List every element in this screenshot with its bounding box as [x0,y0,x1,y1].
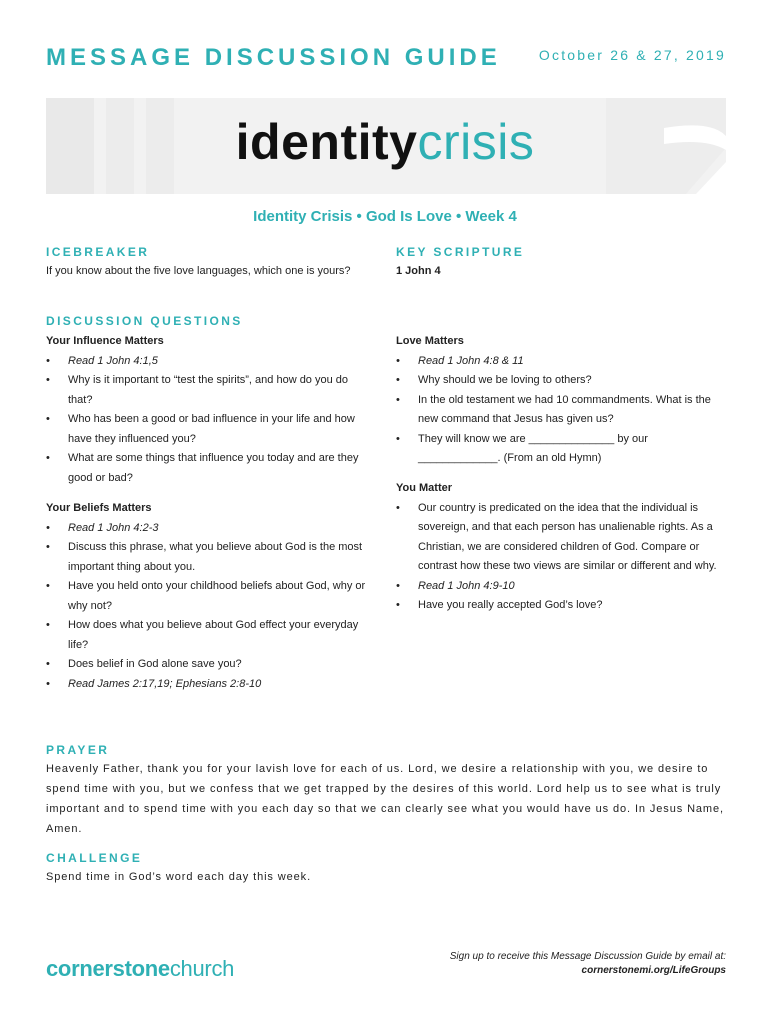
list-item: • Discuss this phrase, what you believe about God is the most important thing about you. [46,538,366,577]
love-list [396,352,726,469]
influence-list [46,352,366,489]
guide-date: October 26 & 27, 2019 [538,47,726,63]
list-item: • In the old testament we had 10 commandments. What is the new command that Jesus has given us? [396,391,726,430]
icebreaker-label: ICEBREAKER [46,245,150,259]
prayer-text: Heavenly Father, thank you for your lavish love for each of us. Lord, we desire a relationship with you, we desire to spend time with you, but we confess that we get trapped by the desires of this world. Lord help us to see what is truly important and to spend time with you each day so that we can clearly see what you would have us do. In Jesus Name, Amen. [46,763,724,835]
beliefs-heading: Your Beliefs Matters [46,502,152,514]
influence-heading: Your Influence Matters [46,335,164,347]
logo-word-crisis: crisis [417,114,535,170]
key-scripture-label: KEY SCRIPTURE [396,245,525,259]
list-item: • Read 1 John 4:9-10 [396,577,726,597]
list-item: • Why is it important to “test the spirits”, and how do you do that? [46,371,366,410]
series-subtitle: Identity Crisis • God Is Love • Week 4 [253,208,517,225]
signup-url[interactable]: cornerstonemi.org/LifeGroups [581,965,726,976]
church-logo-part1: cornerstone [46,956,170,981]
list-item: • They will know we are ______________ by our _____________. (From an old Hymn) [396,430,726,469]
list-item: • Read James 2:17,19; Ephesians 2:8-10 [46,675,366,695]
list-item: • Read 1 John 4:2-3 [46,519,366,539]
signup-line: Sign up to receive this Message Discussion Guide by email at: [449,951,726,962]
challenge-label: CHALLENGE [46,851,143,865]
you-matter-heading: You Matter [396,482,453,494]
list-item: • Does belief in God alone save you? [46,655,366,675]
signup-note [450,950,726,978]
love-heading: Love Matters [396,335,464,347]
list-item: • What are some things that influence you today and are they good or bad? [46,449,366,488]
you-matter-list [396,499,726,616]
list-item: • Our country is predicated on the idea that the individual is sovereign, and that each person has unalienable rights. As a Christian, we are considered children of God. Compare or contrast how these two views are similar or different and why. [396,499,726,577]
list-item: • Have you held onto your childhood beliefs about God, why or why not? [46,577,366,616]
challenge-text: Spend time in God’s word each day this week. [46,871,312,883]
prayer-label: PRAYER [46,743,110,757]
list-item: • Have you really accepted God’s love? [396,596,726,616]
list-item: • Read 1 John 4:8 & 11 [396,352,726,372]
beliefs-section [46,499,366,694]
list-item: • Why should we be loving to others? [396,371,726,391]
influence-section [46,332,366,488]
church-logo-part2: church [169,956,235,981]
love-section [396,332,726,469]
key-scripture-text: 1 John 4 [396,265,441,277]
beliefs-list [46,519,366,695]
you-matter-section [396,479,726,616]
list-item: • Who has been a good or bad influence in your life and how have they influenced you? [46,410,366,449]
list-item: • How does what you believe about God effect your everyday life? [46,616,366,655]
series-logo [0,113,770,171]
church-logo [46,956,234,982]
discussion-label: DISCUSSION QUESTIONS [46,314,243,328]
list-item: • Read 1 John 4:1,5 [46,352,366,372]
guide-title: MESSAGE DISCUSSION GUIDE [46,44,501,71]
logo-word-identity: identity [235,114,418,170]
icebreaker-text: If you know about the five love languages, which one is yours? [46,265,351,277]
signup-link[interactable] [450,964,726,978]
